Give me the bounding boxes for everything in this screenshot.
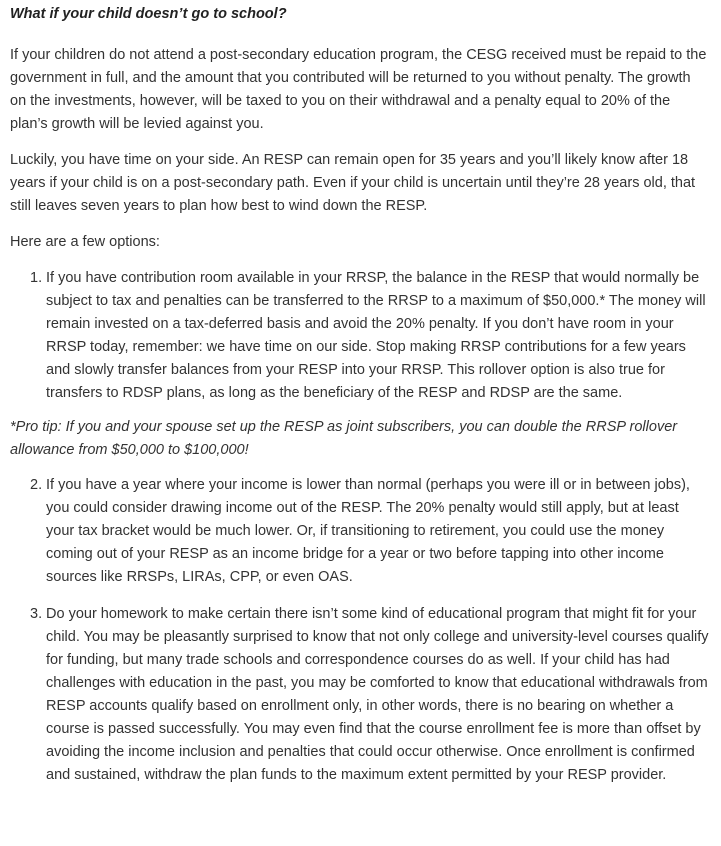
- list-item-text: If you have a year where your income is lower than normal (perhaps you were ill or in between jobs), you could consider drawing income out of the RESP. The 20% penalty would still apply, but at least your tax bracket would be much lower. Or, if transitioning to retirement, you could use the money coming out of your RESP as an income bridge for a year or two before tapping into other income sources like RRSPs, LIRAs, CPP, or even OAS.: [46, 477, 690, 585]
- pro-tip: *Pro tip: If you and your spouse set up the RESP as joint subscribers, you can double the RRSP rollover allowance from $50,000 to $100,000!: [10, 419, 678, 458]
- paragraph-penalty: If your children do not attend a post-secondary education program, the CESG received must be repaid to the government in full, and the amount that you contributed will be returned to you without penalty. The growth on the investments, however, will be taxed to you on their withdrawal and a penalty equal to 20% of the plan’s growth will be levied against you.: [10, 47, 707, 132]
- section-heading: What if your child doesn’t go to school?: [10, 6, 287, 22]
- options-list-part-1: [10, 267, 709, 405]
- list-number: 2.: [30, 477, 43, 493]
- list-item: [10, 603, 709, 787]
- list-item-text: Do your homework to make certain there isn’t some kind of educational program that might fit for your child. You may be pleasantly surprised to know that not only college and university-level courses qualify for funding, but many trade schools and correspondence courses do as well. If your child has had challenges with education in the past, you may be comforted to know that educational withdrawals from RESP accounts qualify based on enrollment only, in other words, there is no bearing on whether a course is passed successfully. You may even find that the course enrollment fee is more than offset by avoiding the income inclusion and penalties that could occur otherwise. Once enrollment is confirmed and sustained, withdraw the plan funds to the maximum extent permitted by your RESP provider.: [46, 606, 709, 783]
- list-item: [10, 474, 709, 589]
- list-number: 3.: [30, 606, 43, 622]
- paragraph-options-intro: Here are a few options:: [10, 234, 160, 250]
- list-number: 1.: [30, 270, 43, 286]
- list-item: [10, 267, 709, 405]
- options-list-part-2: [10, 474, 709, 787]
- paragraph-time: Luckily, you have time on your side. An RESP can remain open for 35 years and you’ll likely know after 18 years if your child is on a post-secondary path. Even if your child is uncertain until they’re 28 years old, that still leaves seven years to plan how best to wind down the RESP.: [10, 152, 696, 214]
- list-item-text: If you have contribution room available in your RRSP, the balance in the RESP that would normally be subject to tax and penalties can be transferred to the RRSP to a maximum of $50,000.* The money will remain invested on a tax-deferred basis and avoid the 20% penalty. If you don’t have room in your RRSP today, remember: we have time on our side. Stop making RRSP contributions for a few years and slowly transfer balances from your RESP into your RRSP. This rollover option is also true for transfers to RDSP plans, as long as the beneficiary of the RESP and RDSP are the same.: [46, 270, 706, 401]
